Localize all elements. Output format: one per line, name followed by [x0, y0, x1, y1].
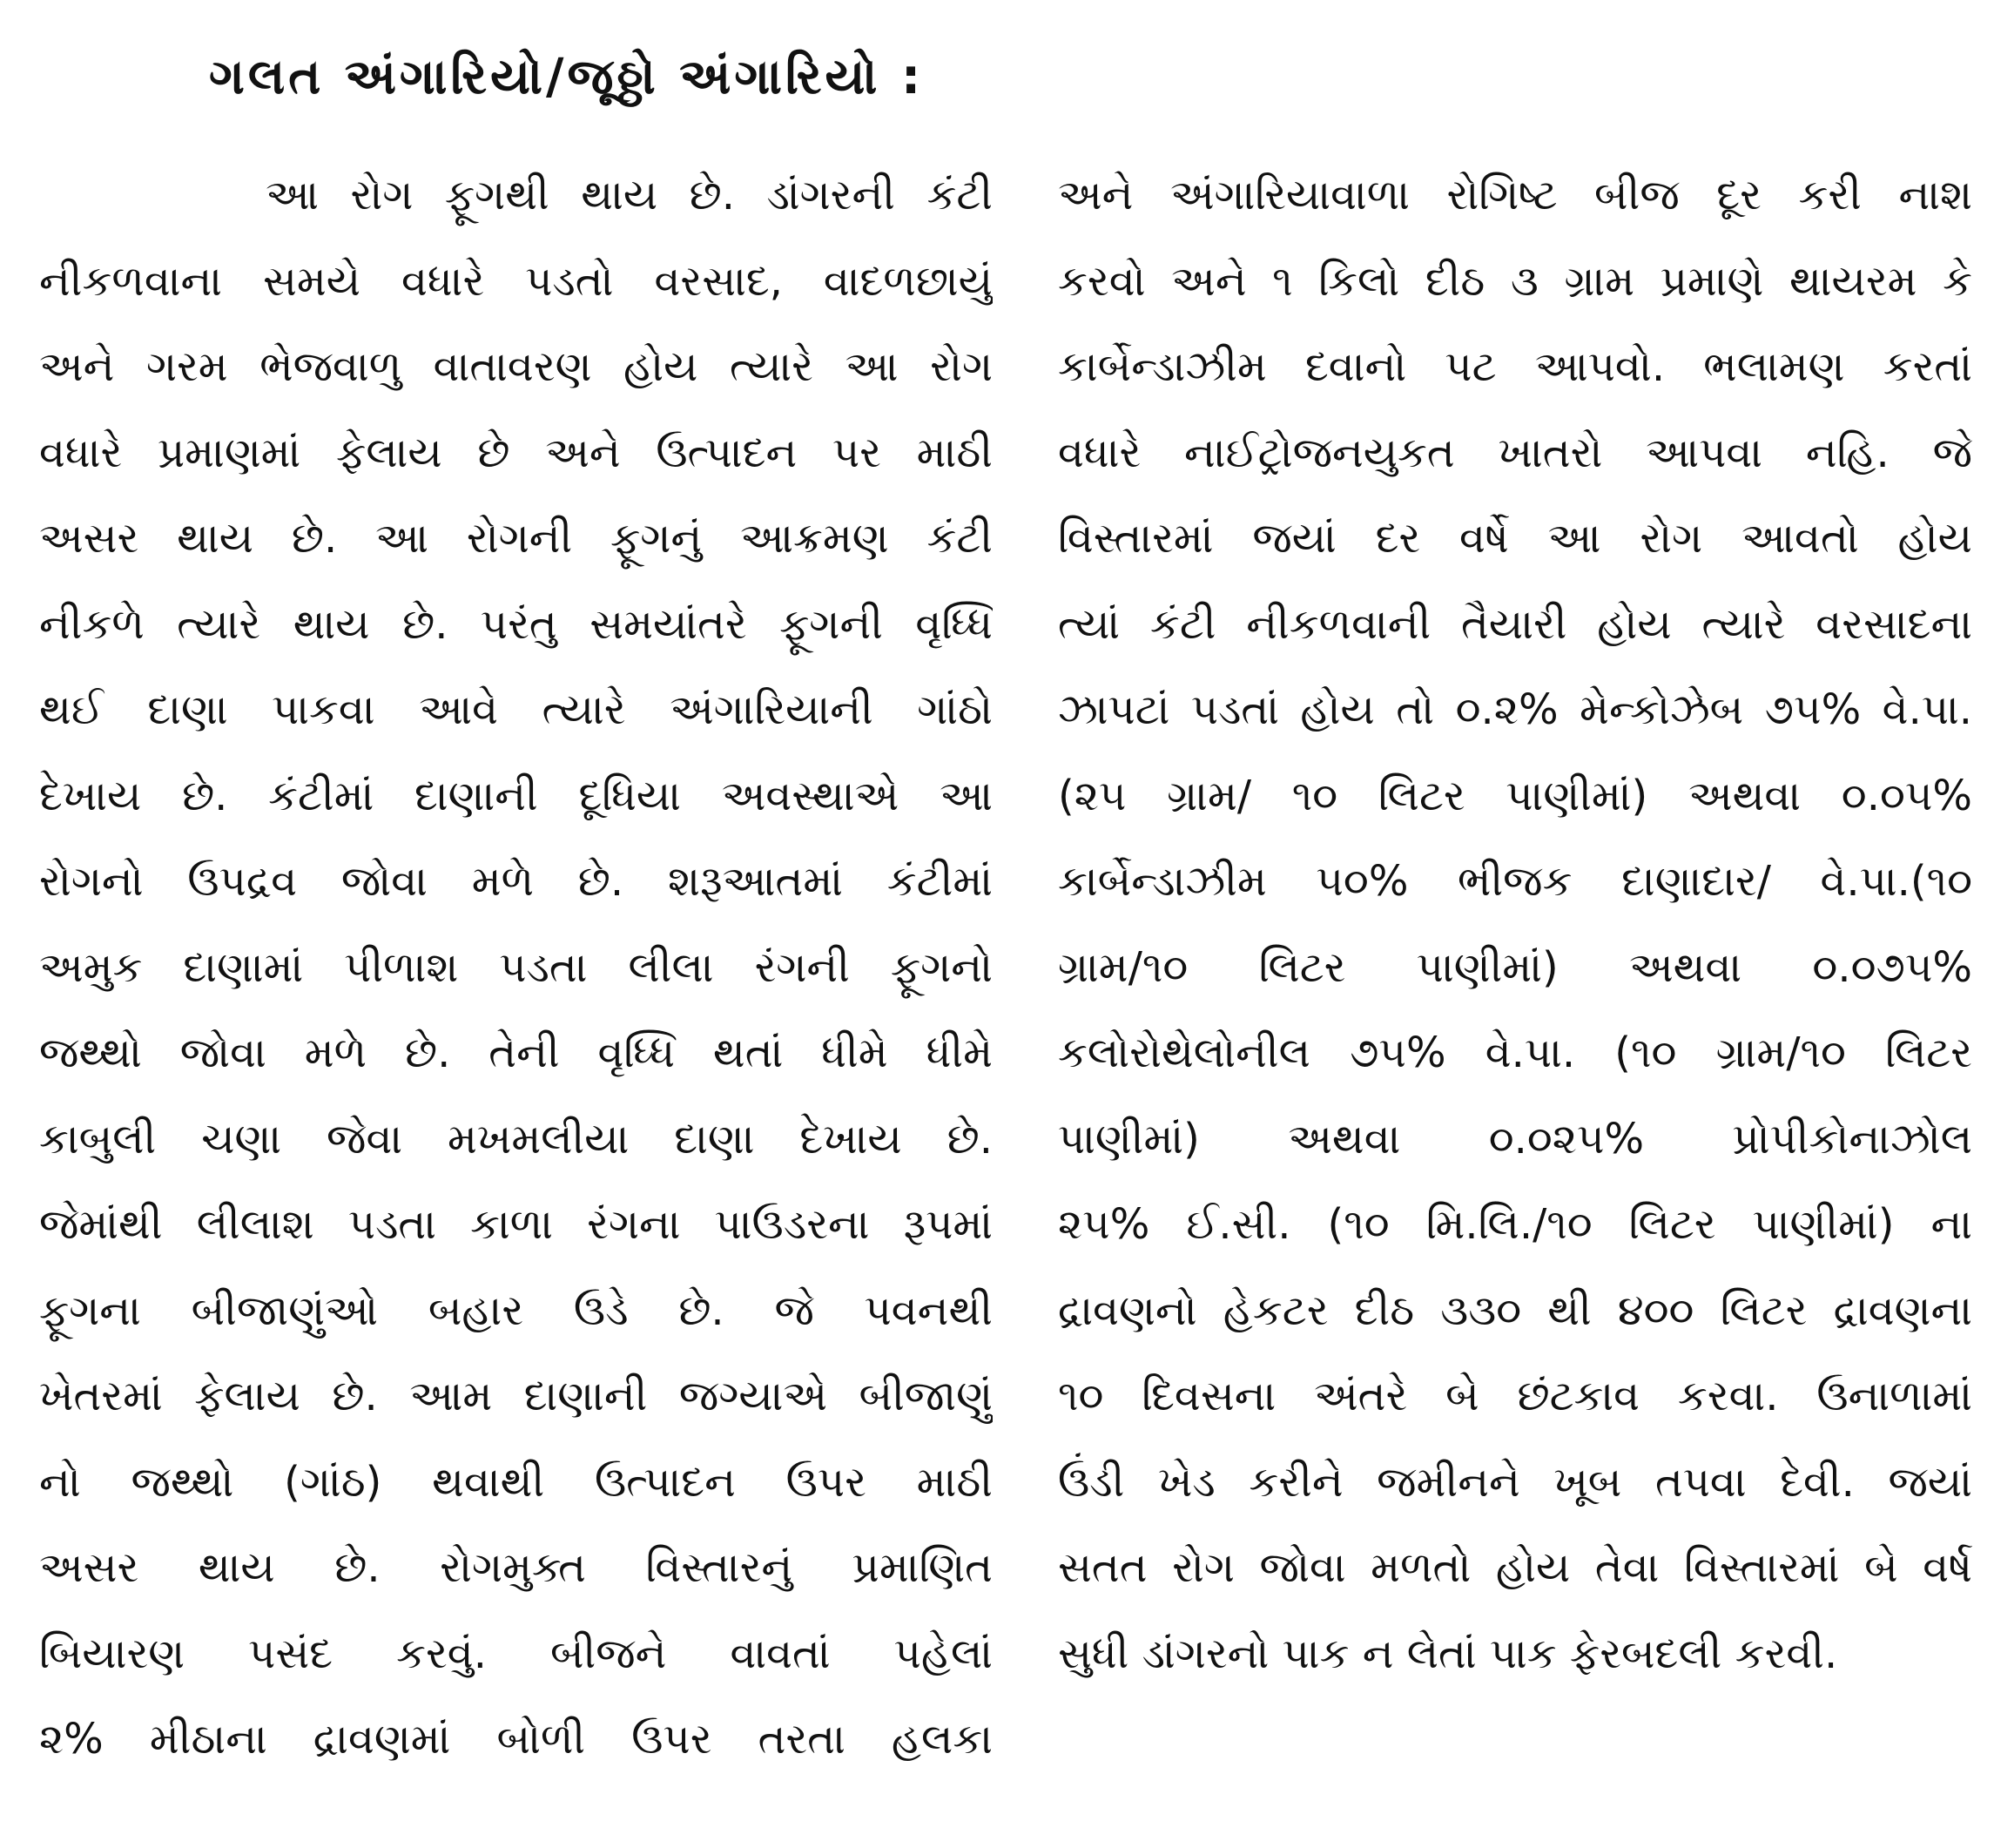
text-line: ૧૦ દિવસના અંતરે બે છંટકાવ કરવા. ઉનાળામાં — [1058, 1372, 1972, 1420]
text-line: ૨% મીઠાના દ્રાવણમાં બોળી ઉપર તરતા હલકા — [39, 1715, 993, 1764]
text-line: અસર થાય છે. આ રોગની ફૂગનું આક્રમણ કંટી — [39, 514, 993, 563]
text-line: કાર્બેન્ડાઝીમ દવાનો પટ આપવો. ભલામણ કરતાં — [1058, 342, 1972, 391]
text-line: જેમાંથી લીલાશ પડતા કાળા રંગના પાઉડરના રૂપમાં — [39, 1200, 993, 1249]
text-line: જથ્થો જોવા મળે છે. તેની વૃધ્ધિ થતાં ધીમે ધીમે — [39, 1029, 993, 1077]
text-line: નો જથ્થો (ગાંઠ) થવાથી ઉત્પાદન ઉપર માઠી — [39, 1457, 993, 1507]
text-line: (૨૫ ગ્રામ/ ૧૦ લિટર પાણીમાં) અથવા ૦.૦૫% — [1058, 771, 1972, 820]
text-line: સતત રોગ જોવા મળતો હોય તેવા વિસ્તારમાં બે વર્ષ — [1058, 1543, 1972, 1592]
text-line: વધારે પ્રમાણમાં ફેલાય છે અને ઉત્પાદન પર માઠી — [39, 428, 993, 477]
text-line: અને અંગારિયાવાળા રોગિષ્ટ બીજ દૂર કરી નાશ — [1058, 171, 1972, 219]
text-line: પાણીમાં) અથવા ૦.૦૨૫% પ્રોપીકોનાઝોલ — [1058, 1114, 1972, 1163]
text-line: દેખાય છે. કંટીમાં દાણાની દૂધિયા અવસ્થાએ આ — [39, 771, 993, 820]
text-line: ગ્રામ/૧૦ લિટર પાણીમાં) અથવા ૦.૦૭૫% — [1058, 942, 1972, 992]
text-line: ખેતરમાં ફેલાય છે. આમ દાણાની જગ્યાએ બીજાણું — [39, 1372, 993, 1420]
text-line: દ્રાવણનો હેકટર દીઠ ૩૩૦ થી ૪૦૦ લિટર દ્રાવણના — [1058, 1285, 1972, 1335]
text-line: સુધી ડાંગરનો પાક ન લેતાં પાક ફેરબદલી કરવી. — [1058, 1629, 1838, 1678]
text-line: કાર્બેન્ડાઝીમ ૫૦% ભીજક દાણાદાર/ વે.પા.(૧૦ — [1058, 857, 1972, 906]
text-line: કાબુલી ચણા જેવા મખમલીયા દાણા દેખાય છે. — [39, 1114, 993, 1163]
text-line: ફૂગના બીજાણુંઓ બહાર ઉડે છે. જે પવનથી — [39, 1285, 993, 1335]
text-line: ૨૫% ઈ.સી. (૧૦ મિ.લિ./૧૦ લિટર પાણીમાં) ના — [1058, 1200, 1972, 1249]
text-line: ઉંડી ખેડ કરીને જમીનને ખૂબ તપવા દેવી. જયાં — [1058, 1457, 1972, 1507]
text-line: વિસ્તારમાં જયાં દર વર્ષે આ રોગ આવતો હોય — [1058, 514, 1972, 563]
text-line: નીકળવાના સમયે વધારે પડતો વરસાદ, વાદળછાયું — [39, 256, 993, 306]
left-column — [39, 152, 993, 1783]
text-line: થઈ દાણા પાકવા આવે ત્યારે અંગારિયાની ગાંઠો — [39, 685, 993, 734]
text-line: ત્યાં કંટી નીકળવાની તૈયારી હોય ત્યારે વરસાદના — [1058, 599, 1972, 649]
text-line: અને ગરમ ભેજવાળુ વાતાવરણ હોય ત્યારે આ રોગ — [39, 342, 993, 391]
text-line: કલોરોથેલોનીલ ૭૫% વે.પા. (૧૦ ગ્રામ/૧૦ લિટર — [1058, 1029, 1972, 1077]
text-line: રોગનો ઉપદ્રવ જોવા મળે છે. શરૂઆતમાં કંટીમાં — [39, 857, 993, 906]
section-heading: ગલત અંગારિયો/જૂઠ્ઠો અંગારિયો : — [209, 49, 925, 105]
text-line: નીકળે ત્યારે થાય છે. પરંતુ સમયાંતરે ફૂગની વૃધ્ધિ — [39, 599, 993, 649]
text-line: વધારે નાઈટ્રોજનયુકત ખાતરો આપવા નહિ. જે — [1058, 428, 1972, 477]
text-line: કરવો અને ૧ કિલો દીઠ ૩ ગ્રામ પ્રમાણે થાયરમ કે — [1058, 256, 1972, 306]
text-line: બિયારણ પસંદ કરવું. બીજને વાવતાં પહેલાં — [39, 1629, 993, 1678]
text-line: અમુક દાણામાં પીળાશ પડતા લીલા રંગની ફૂગનો — [39, 942, 993, 992]
text-line: ઝાપટાં પડતાં હોય તો ૦.૨% મેન્કોઝેબ ૭૫% વે.પા. — [1058, 685, 1972, 734]
text-line: આ રોગ ફૂગથી થાય છે. ડાંગરની કંટી — [266, 171, 993, 219]
right-column — [1058, 152, 1972, 1696]
text-line: અસર થાય છે. રોગમુક્ત વિસ્તારનું પ્રમાણિત — [39, 1543, 993, 1592]
